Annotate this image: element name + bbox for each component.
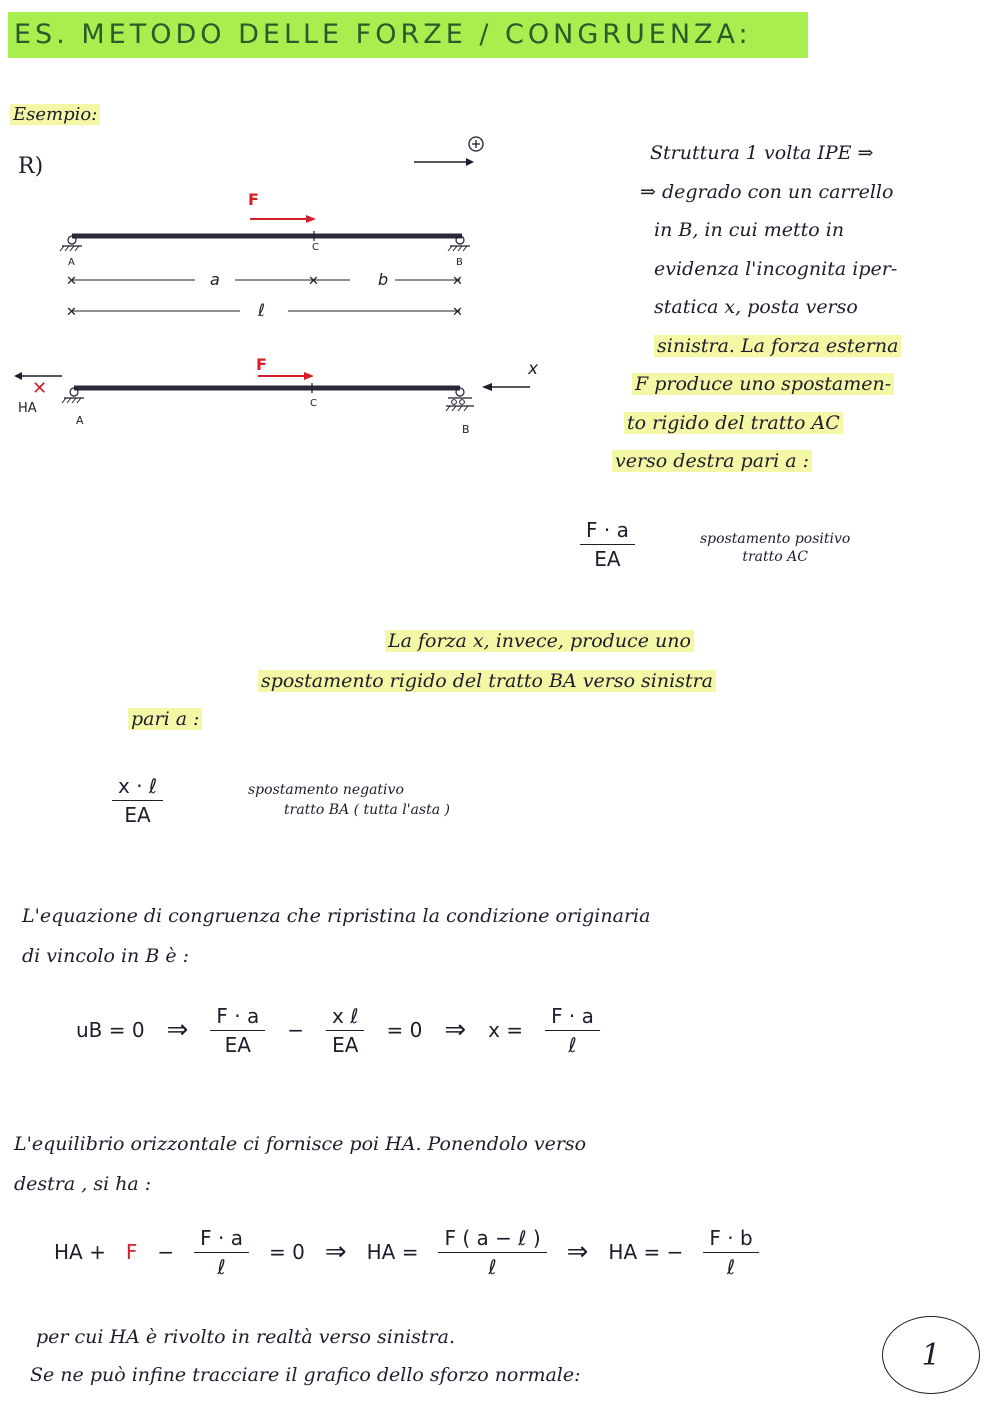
fraction-denominator: ℓ — [568, 1032, 577, 1057]
fraction-numerator: F · a — [210, 1004, 265, 1031]
svg-text:✕: ✕ — [32, 378, 48, 399]
x-effect-line: spostamento rigido del tratto BA verso sinistra — [258, 670, 716, 692]
ha-equals-minus: HA = − — [608, 1240, 684, 1264]
equilibrium-line: L'equilibrio orizzontale ci fornisce poi HA. Ponendolo verso — [14, 1133, 587, 1155]
fraction-denominator: EA — [224, 1032, 251, 1057]
page-number: 1 — [882, 1316, 980, 1394]
svg-text:✕: ✕ — [452, 274, 463, 289]
node-a-label: A — [68, 257, 75, 268]
fraction-xl-note — [248, 780, 450, 820]
x-effect-line: La forza x, invece, produce uno — [385, 630, 694, 652]
fraction-numerator: F · a — [194, 1226, 249, 1253]
ha-equals: HA = — [366, 1240, 419, 1264]
equals-zero: = 0 — [386, 1018, 423, 1042]
description-line: in B, in cui metto in — [654, 219, 845, 241]
reaction-label: HA — [18, 401, 37, 416]
fraction-denominator: EA — [594, 547, 621, 571]
congruence-equation — [76, 1000, 836, 1060]
fraction-fa-ea — [580, 518, 635, 571]
note-line: spostamento negativo — [248, 782, 404, 798]
node-b-label: B — [456, 257, 463, 268]
description-line: statica x, posta verso — [654, 296, 858, 318]
equals-zero: = 0 — [268, 1240, 305, 1264]
description-line: F produce uno spostamen- — [632, 373, 894, 395]
node-c-label-2: C — [310, 398, 317, 409]
conclusion-line: Se ne può infine tracciare il grafico dello sforzo normale: — [30, 1364, 581, 1386]
load-f: F — [125, 1240, 138, 1264]
ha-plus: HA + — [54, 1240, 106, 1264]
svg-text:✕: ✕ — [66, 305, 77, 320]
load-label-2: F — [256, 355, 267, 374]
redundant-label: x — [528, 359, 539, 379]
note-line: spostamento positivo — [700, 531, 851, 547]
fraction-numerator: F · b — [703, 1226, 758, 1253]
implies-arrow: ⇒ — [324, 1237, 347, 1267]
description-line: verso destra pari a : — [612, 450, 812, 472]
fraction-fa-note — [700, 530, 850, 566]
dim-b-label: b — [378, 270, 389, 289]
svg-text:✕: ✕ — [66, 274, 77, 289]
note-line: tratto BA ( tutta l'asta ) — [284, 802, 450, 818]
fraction-numerator: F · a — [580, 518, 635, 545]
fraction-numerator: F ( a − ℓ ) — [438, 1226, 546, 1253]
node-b-label-2: B — [462, 423, 470, 436]
svg-text:✕: ✕ — [308, 274, 319, 289]
note-line: tratto AC — [742, 549, 808, 565]
eq-lhs: uB = 0 — [76, 1018, 145, 1042]
sign-convention-arrow — [408, 132, 488, 172]
fraction-numerator: x ℓ — [326, 1004, 364, 1031]
description-line: evidenza l'incognita iper- — [654, 257, 898, 280]
minus-sign: − — [287, 1018, 304, 1042]
fraction-denominator: EA — [332, 1032, 359, 1057]
fraction-xl-ea — [112, 774, 163, 827]
congruence-line: L'equazione di congruenza che ripristina la condizione originaria — [22, 905, 651, 927]
conclusion-line: per cui HA è rivolto in realtà verso sinistra. — [36, 1326, 456, 1348]
node-c-label: C — [312, 242, 319, 253]
section-label: R) — [18, 154, 44, 179]
equilibrium-equation — [54, 1222, 914, 1282]
description-line: ⇒ degrado con un carrello — [640, 180, 894, 203]
equilibrium-text — [14, 1124, 974, 1204]
load-label: F — [248, 190, 259, 209]
description-line: Struttura 1 volta IPE ⇒ — [650, 142, 874, 164]
congruence-line: di vincolo in B è : — [22, 945, 190, 967]
implies-arrow: ⇒ — [166, 1015, 189, 1045]
equilibrium-line: destra , si ha : — [14, 1173, 152, 1195]
description-line: to rigido del tratto AC — [624, 412, 843, 434]
x-equals: x = — [488, 1018, 524, 1042]
example-label: Esempio: — [10, 104, 100, 125]
page-title: ES. METODO DELLE FORZE / CONGRUENZA: — [8, 12, 808, 58]
dim-a-label: a — [210, 270, 220, 289]
fraction-denominator: EA — [124, 803, 151, 827]
fraction-denominator: ℓ — [488, 1254, 497, 1279]
fraction-denominator: ℓ — [726, 1254, 736, 1279]
beam-diagram-original — [50, 185, 490, 330]
node-a-label-2: A — [76, 414, 84, 427]
structure-description — [612, 134, 992, 481]
fraction-denominator: ℓ — [217, 1254, 226, 1279]
fraction-numerator: x · ℓ — [112, 774, 163, 801]
conclusion-text — [30, 1318, 880, 1394]
implies-arrow: ⇒ — [566, 1237, 589, 1267]
description-line: sinistra. La forza esterna — [654, 335, 901, 357]
dim-l-label: ℓ — [258, 301, 266, 321]
svg-text:✕: ✕ — [452, 305, 463, 320]
fraction-numerator: F · a — [545, 1004, 600, 1031]
minus-sign: − — [157, 1240, 175, 1264]
implies-arrow: ⇒ — [444, 1015, 467, 1045]
beam-diagram-released — [12, 350, 552, 440]
x-effect-line: pari a : — [128, 708, 202, 730]
congruence-text — [22, 896, 982, 976]
